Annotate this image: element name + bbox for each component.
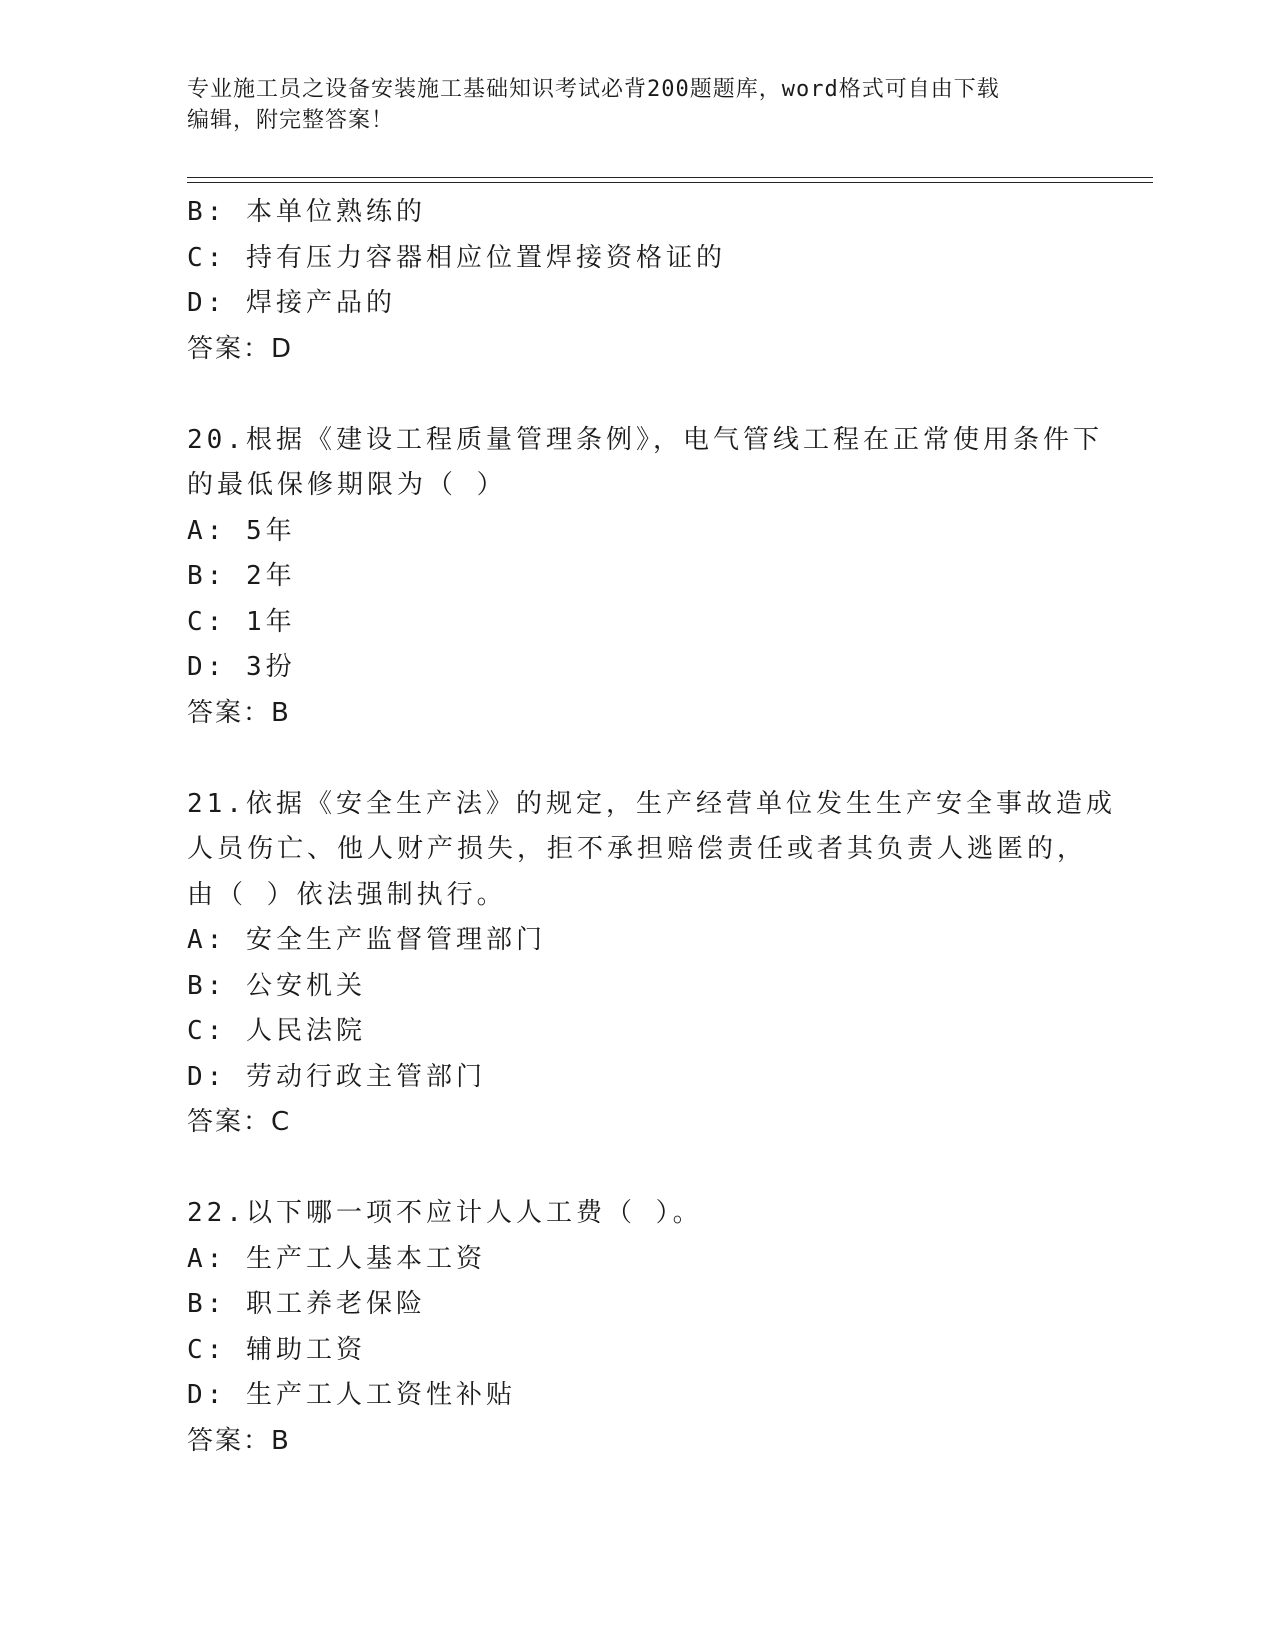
option-b: B: 2年 [187, 561, 296, 591]
question-stem: 21.依据《安全生产法》的规定，生产经营单位发生生产安全事故造成 [187, 788, 1116, 819]
question-stem: 22.以下哪一项不应计人人工费（ ）。 [187, 1198, 703, 1228]
option-c: C: 1年 [187, 606, 296, 637]
option-b: B: 职工养老保险 [187, 1289, 426, 1319]
document-header [187, 74, 1067, 136]
question-21 [187, 782, 1116, 1146]
header-line-1: 专业施工员之设备安装施工基础知识考试必背200题题库，word格式可自由下载 [187, 77, 1000, 102]
option-a: A: 5年 [187, 515, 296, 546]
question-stem: 的最低保修期限为（ ） [187, 470, 507, 500]
question-20 [187, 418, 1103, 737]
option-c: C: 人民法院 [187, 1016, 366, 1046]
header-divider [187, 177, 1153, 183]
option-c: C: 辅助工资 [187, 1334, 366, 1365]
header-line-2: 编辑，附完整答案！ [187, 108, 395, 133]
question-stem: 由（ ）依法强制执行。 [187, 879, 507, 910]
answer: 答案：B [187, 1425, 291, 1456]
option-a: A: 安全生产监督管理部门 [187, 925, 546, 955]
option-d: D: 生产工人工资性补贴 [187, 1380, 516, 1410]
question-stem: 20.根据《建设工程质量管理条例》，电气管线工程在正常使用条件下 [187, 424, 1103, 455]
option-d: D: 焊接产品的 [187, 288, 396, 318]
option-b: B: 本单位熟练的 [187, 197, 426, 227]
answer: 答案：B [187, 697, 291, 728]
option-a: A: 生产工人基本工资 [187, 1243, 486, 1274]
option-d: D: 3扮 [187, 652, 296, 682]
answer: 答案：D [187, 333, 294, 364]
answer: 答案：C [187, 1107, 292, 1137]
question-stem: 人员伤亡、他人财产损失，拒不承担赔偿责任或者其负责人逃匿的， [187, 834, 1088, 864]
spacer [187, 372, 1087, 418]
option-b: B: 公安机关 [187, 970, 366, 1001]
option-c: C: 持有压力容器相应位置焊接资格证的 [187, 242, 726, 273]
spacer [187, 736, 1087, 782]
option-d: D: 劳动行政主管部门 [187, 1061, 486, 1092]
spacer [187, 1146, 1087, 1192]
question-22 [187, 1191, 1087, 1464]
question-19-tail [187, 190, 1087, 372]
question-list [187, 190, 1116, 1464]
